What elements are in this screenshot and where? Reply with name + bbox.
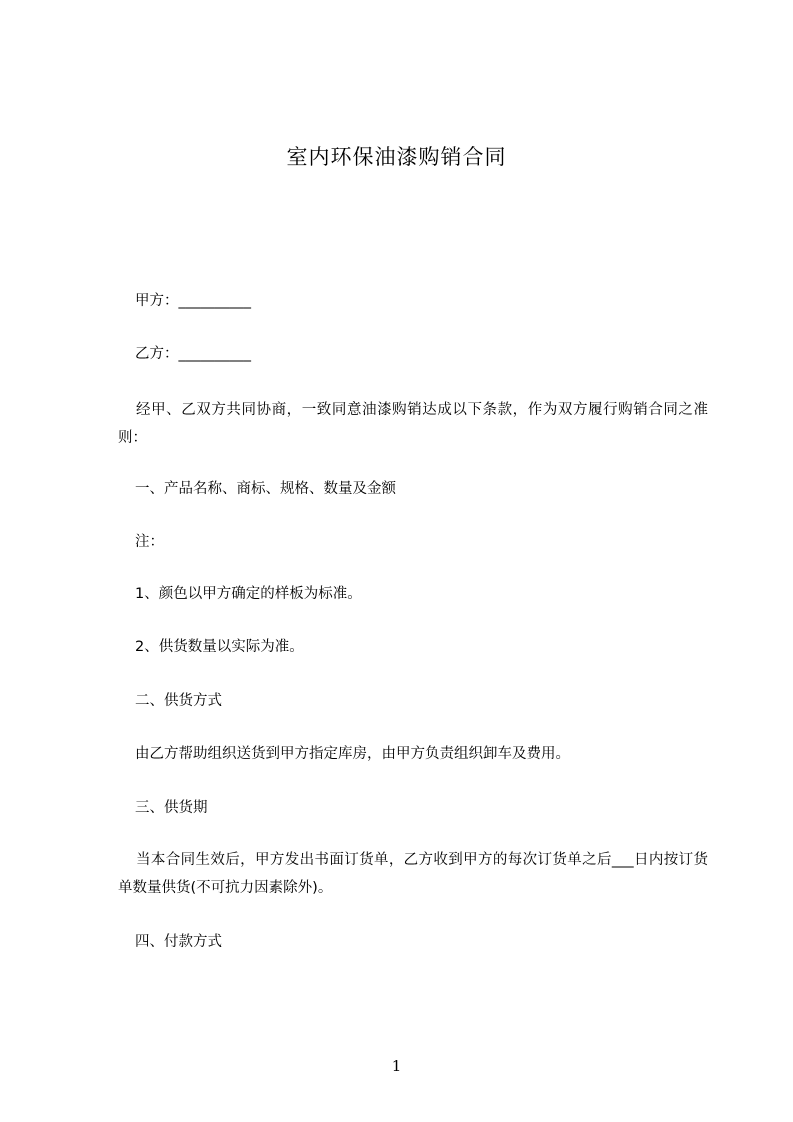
section-3-heading: 三、供货期: [135, 800, 208, 816]
note-label: 注：: [135, 534, 164, 550]
section-2-heading: 二、供货方式: [135, 693, 222, 709]
section-1-heading: 一、产品名称、商标、规格、数量及金额: [135, 481, 396, 497]
section-2-text: 由乙方帮助组织送货到甲方指定库房，由甲方负责组织卸车及费用。: [135, 746, 570, 762]
note-item-2: 2、供货数量以实际为准。: [135, 639, 304, 655]
party-b-line: 乙方：__________: [135, 346, 251, 362]
note-item-1: 1、颜色以甲方确定的样板为标准。: [135, 586, 362, 602]
section-3-text: 当本合同生效后，甲方发出书面订货单，乙方收到甲方的每次订货单之后___日内按订货单数量供货(不可抗力因素除外)。: [118, 852, 708, 896]
document-title: 室内环保油漆购销合同: [286, 145, 507, 169]
page-number: 1: [391, 1057, 402, 1075]
intro-paragraph: 经甲、乙双方共同协商，一致同意油漆购销达成以下条款，作为双方履行购销合同之准则：: [118, 402, 708, 446]
section-4-heading: 四、付款方式: [135, 934, 222, 950]
party-a-line: 甲方：__________: [135, 293, 251, 309]
